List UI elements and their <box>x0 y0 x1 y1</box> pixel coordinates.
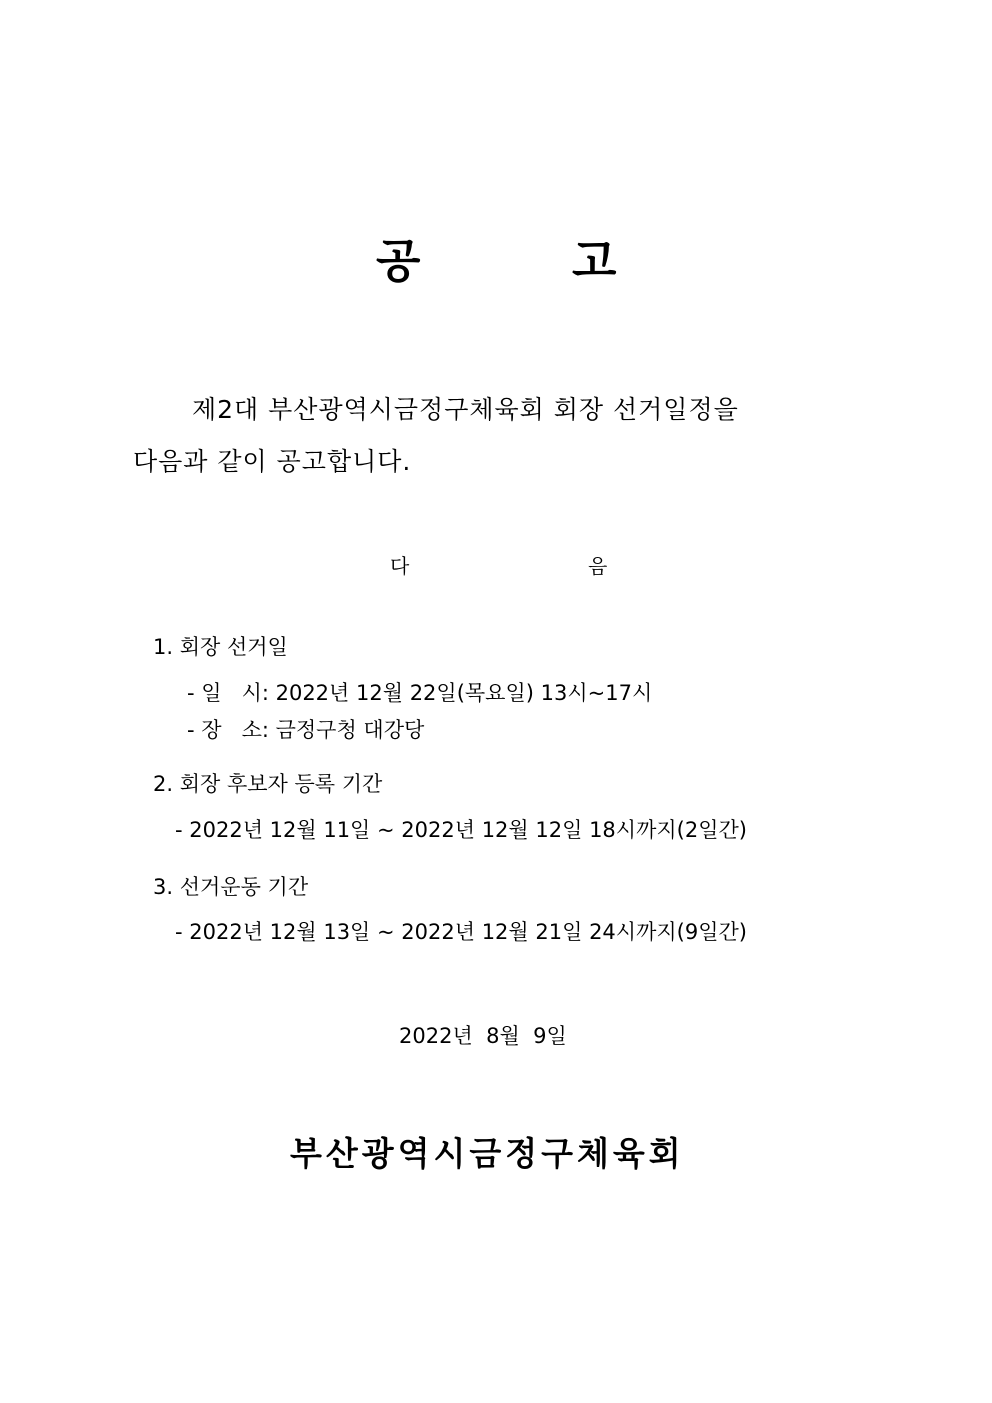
notice-title-char-2: 고 <box>572 234 617 288</box>
item-3-heading: 3. 선거운동 기간 <box>153 875 309 899</box>
intro-line-2: 다음과 같이 공고합니다. <box>133 447 412 476</box>
item-3-period: - 2022년 12월 13일 ~ 2022년 12월 21일 24시까지(9일간) <box>175 920 747 944</box>
notice-date: 2022년 8월 9일 <box>399 1024 567 1048</box>
section-heading-char-1: 다 <box>390 554 410 578</box>
intro-line-1: 제2대 부산광역시금정구체육회 회장 선거일정을 <box>192 395 739 424</box>
organization-name: 부산광역시금정구체육회 <box>290 1134 685 1173</box>
section-heading-char-2: 음 <box>588 554 608 578</box>
item-2-heading: 2. 회장 후보자 등록 기간 <box>153 772 383 796</box>
item-2-period: - 2022년 12월 11일 ~ 2022년 12월 12일 18시까지(2일간) <box>175 818 747 842</box>
notice-title-char-1: 공 <box>376 234 421 288</box>
item-1-datetime: - 일 시: 2022년 12월 22일(목요일) 13시~17시 <box>187 681 653 705</box>
item-1-heading: 1. 회장 선거일 <box>153 635 288 659</box>
item-1-location: - 장 소: 금정구청 대강당 <box>187 718 425 742</box>
